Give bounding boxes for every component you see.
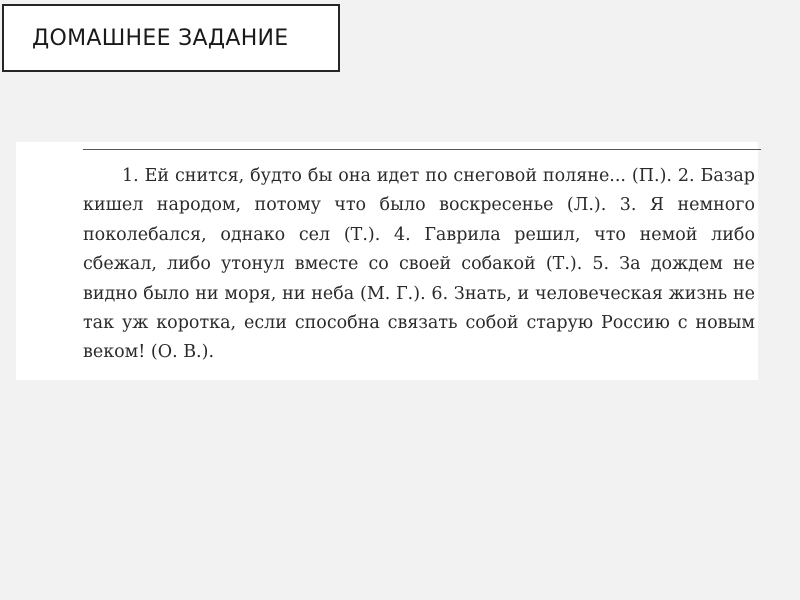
exercise-text: 1. Ей снится, будто бы она идет по снеговой поляне... (П.). 2. Базар кишел народом, потому что было воскресенье (Л.). 3. Я немного поколебался, однако сел (Т.). 4. Гаврила решил, что немой либо сбежал, либо утонул вместе со своей собакой (Т.). 5. За дождем не видно было ни моря, ни неба (М. Г.). 6. Знать, и человеческая жизнь не так уж коротка, если способна связать собой старую Россию с новым веком! (О. В.). — [83, 166, 755, 363]
top-rule — [83, 149, 761, 150]
exercise-scan — [16, 142, 758, 380]
slide-title-box — [2, 4, 340, 72]
slide-title: ДОМАШНЕЕ ЗАДАНИЕ — [32, 25, 289, 51]
